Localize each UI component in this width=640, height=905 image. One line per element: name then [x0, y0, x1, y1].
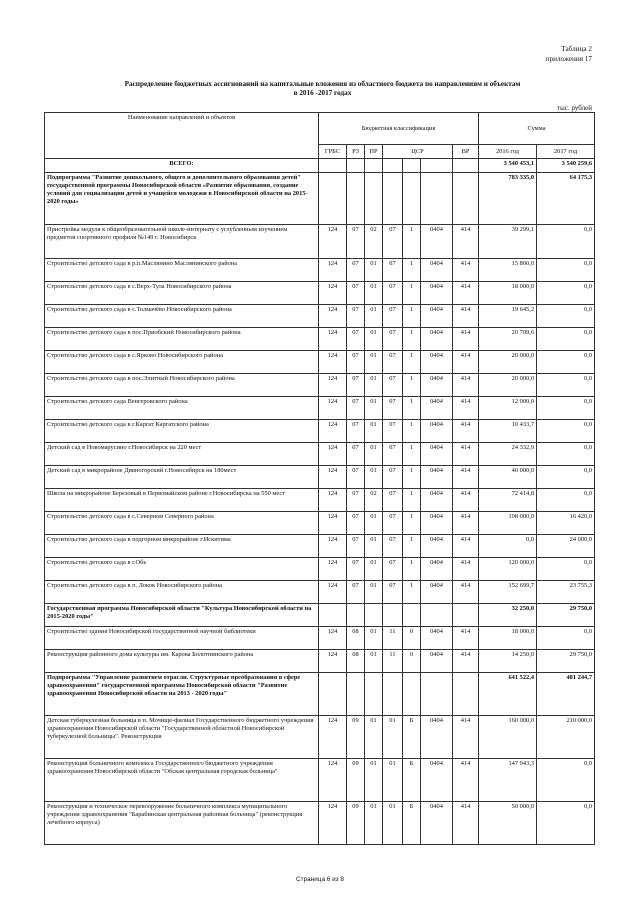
row-v2016: 3 540 453,1	[479, 159, 537, 173]
row-v2017: 0,0	[537, 397, 595, 420]
row-grbs: 124	[319, 627, 347, 650]
row-rz: 07	[347, 282, 365, 305]
row-v2017: 29 750,0	[537, 650, 595, 673]
table-row	[45, 305, 595, 328]
row-pr: 01	[365, 282, 383, 305]
row-csr-3: 0404	[421, 305, 453, 328]
row-grbs: 124	[319, 489, 347, 512]
row-v2016: 198 000,0	[479, 512, 537, 535]
row-grbs: 124	[319, 259, 347, 282]
row-csr-3: 0404	[421, 802, 453, 845]
row-csr-2: 1	[403, 328, 421, 351]
row-csr-3	[421, 673, 453, 716]
units-label: тыс. рублей	[557, 104, 592, 112]
row-csr-3: 0404	[421, 716, 453, 759]
row-v2016: 120 000,0	[479, 558, 537, 581]
row-vr	[453, 159, 479, 173]
row-name: Строительство детского сада Венгеровского района	[45, 397, 319, 420]
table-row	[45, 489, 595, 512]
row-csr-2: 1	[403, 466, 421, 489]
row-rz	[347, 173, 365, 225]
row-vr: 414	[453, 759, 479, 802]
row-pr: 02	[365, 225, 383, 259]
table-row	[45, 328, 595, 351]
row-vr: 414	[453, 802, 479, 845]
row-rz: 08	[347, 627, 365, 650]
row-rz: 09	[347, 802, 365, 845]
row-csr-2: 0	[403, 650, 421, 673]
row-rz: 07	[347, 374, 365, 397]
col-grbs-header: ГРБС	[319, 145, 347, 159]
row-name: Строительство детского сада в пос.Элитный Новосибирского района	[45, 374, 319, 397]
row-grbs: 124	[319, 397, 347, 420]
row-csr-3: 0404	[421, 351, 453, 374]
row-csr-1: 11	[383, 627, 403, 650]
row-rz: 07	[347, 225, 365, 259]
row-v2016: 24 332,9	[479, 443, 537, 466]
row-rz: 07	[347, 466, 365, 489]
row-csr-3	[421, 173, 453, 225]
row-v2016: 18 000,0	[479, 627, 537, 650]
row-grbs: 124	[319, 443, 347, 466]
row-v2016: 0,0	[479, 535, 537, 558]
row-name: Подпрограмма "Развитие дошкольного, общего и дополнительного образования детей" государственной программы Новосибирской области «Развитие образования, создание условий для социализации детей и учащейся молодежи в Новосибирской области на 2015-2020 годы»	[45, 173, 319, 225]
row-grbs: 124	[319, 581, 347, 604]
row-csr-2: 1	[403, 443, 421, 466]
row-csr-3: 0404	[421, 328, 453, 351]
row-csr-2: 0	[403, 627, 421, 650]
row-name: Строительство детского сада в подгорном микрорайоне г.Искитима	[45, 535, 319, 558]
table-row	[45, 716, 595, 759]
row-vr: 414	[453, 443, 479, 466]
row-csr-3: 0404	[421, 627, 453, 650]
row-vr: 414	[453, 535, 479, 558]
row-grbs: 124	[319, 512, 347, 535]
row-pr: 01	[365, 374, 383, 397]
row-rz: 09	[347, 716, 365, 759]
program-row	[45, 604, 595, 627]
row-csr-2: 1	[403, 535, 421, 558]
row-csr-1: 07	[383, 305, 403, 328]
row-rz: 07	[347, 397, 365, 420]
row-grbs: 124	[319, 282, 347, 305]
col-budget-class-header: Бюджетная классификация	[319, 113, 479, 145]
row-csr-1: 07	[383, 259, 403, 282]
row-pr: 01	[365, 305, 383, 328]
row-v2017: 0,0	[537, 759, 595, 802]
row-csr-2: 1	[403, 282, 421, 305]
row-v2016: 641 522,4	[479, 673, 537, 716]
row-v2017: 0,0	[537, 558, 595, 581]
row-pr: 01	[365, 759, 383, 802]
row-vr: 414	[453, 581, 479, 604]
row-v2016: 10 433,7	[479, 420, 537, 443]
row-v2017: 29 750,0	[537, 604, 595, 627]
row-pr: 01	[365, 535, 383, 558]
row-v2017: 0,0	[537, 259, 595, 282]
allocation-table	[44, 112, 595, 845]
row-vr: 414	[453, 259, 479, 282]
table-row	[45, 420, 595, 443]
row-vr	[453, 173, 479, 225]
row-rz: 07	[347, 512, 365, 535]
row-csr-3: 0404	[421, 759, 453, 802]
row-v2016: 152 699,7	[479, 581, 537, 604]
row-name: Реконструкция районного дома культуры им. Карова Болотнинского района	[45, 650, 319, 673]
row-name: Строительство детского сада в г.Обь	[45, 558, 319, 581]
row-csr-1: 07	[383, 466, 403, 489]
row-csr-3: 0404	[421, 282, 453, 305]
row-csr-1	[383, 673, 403, 716]
row-v2016: 50 000,0	[479, 802, 537, 845]
table-row	[45, 282, 595, 305]
row-csr-3: 0404	[421, 420, 453, 443]
row-csr-3: 0404	[421, 397, 453, 420]
row-pr: 01	[365, 259, 383, 282]
row-csr-2: Б	[403, 759, 421, 802]
row-grbs: 124	[319, 305, 347, 328]
row-csr-2: Б	[403, 716, 421, 759]
table-reference	[546, 44, 592, 64]
row-csr-3: 0404	[421, 535, 453, 558]
row-rz: 07	[347, 535, 365, 558]
col-vr-header: ВР	[453, 145, 479, 159]
row-rz: 07	[347, 420, 365, 443]
row-pr: 01	[365, 581, 383, 604]
row-pr: 01	[365, 397, 383, 420]
row-pr: 01	[365, 627, 383, 650]
row-name: ВСЕГО:	[45, 159, 319, 173]
row-csr-1: 07	[383, 512, 403, 535]
row-csr-3: 0404	[421, 443, 453, 466]
row-v2016: 160 000,0	[479, 716, 537, 759]
col-2016-header: 2016 год	[479, 145, 537, 159]
row-v2016: 20 000,0	[479, 351, 537, 374]
row-v2016: 32 250,0	[479, 604, 537, 627]
row-pr: 01	[365, 716, 383, 759]
row-grbs	[319, 673, 347, 716]
row-rz: 09	[347, 759, 365, 802]
row-v2016: 19 645,2	[479, 305, 537, 328]
row-rz: 07	[347, 489, 365, 512]
table-row	[45, 443, 595, 466]
col-sum-header: Сумма	[479, 113, 595, 145]
row-csr-2: 1	[403, 397, 421, 420]
row-pr: 01	[365, 351, 383, 374]
row-pr: 01	[365, 802, 383, 845]
row-v2016: 18 000,0	[479, 282, 537, 305]
row-rz: 07	[347, 581, 365, 604]
row-v2016: 20 000,0	[479, 374, 537, 397]
row-v2017: 0,0	[537, 627, 595, 650]
row-vr: 414	[453, 650, 479, 673]
row-v2017: 23 755,3	[537, 581, 595, 604]
row-grbs: 124	[319, 650, 347, 673]
row-csr-3	[421, 159, 453, 173]
row-csr-2	[403, 173, 421, 225]
row-name: Реконструкция и техническое перевооружение больничного комплекса муниципального учреждения здравоохранения "Барабинская центральная районная больница" (реконструкция лечебного корпуса)	[45, 802, 319, 845]
row-name: Строительство детского сада в г.Каргат Каргатского района	[45, 420, 319, 443]
row-csr-1: 07	[383, 328, 403, 351]
row-v2017: 0,0	[537, 328, 595, 351]
row-grbs: 124	[319, 802, 347, 845]
table-row	[45, 558, 595, 581]
row-csr-2: Б	[403, 802, 421, 845]
row-v2017: 0,0	[537, 466, 595, 489]
row-csr-2: 1	[403, 225, 421, 259]
row-csr-3: 0404	[421, 225, 453, 259]
row-pr	[365, 173, 383, 225]
row-v2016: 20 709,6	[479, 328, 537, 351]
row-v2016: 40 000,0	[479, 466, 537, 489]
title-line-2: в 2016 -2017 годах	[293, 89, 352, 97]
row-pr: 02	[365, 489, 383, 512]
row-name: Строительство детского сада в п. Локок Новосибирского района	[45, 581, 319, 604]
row-v2016: 72 414,8	[479, 489, 537, 512]
row-pr: 01	[365, 512, 383, 535]
row-csr-1: 01	[383, 716, 403, 759]
row-grbs: 124	[319, 558, 347, 581]
table-row	[45, 351, 595, 374]
row-vr: 414	[453, 716, 479, 759]
row-pr: 01	[365, 420, 383, 443]
program-row	[45, 673, 595, 716]
row-csr-3: 0404	[421, 259, 453, 282]
row-vr	[453, 604, 479, 627]
row-csr-1: 07	[383, 535, 403, 558]
row-csr-1: 07	[383, 397, 403, 420]
row-name: Строительство детского сада в с.Ярково Новосибирского района	[45, 351, 319, 374]
row-csr-2: 1	[403, 581, 421, 604]
col-2017-header: 2017 год	[537, 145, 595, 159]
row-csr-3: 0404	[421, 558, 453, 581]
row-name: Детская туберкулезная больница в п. Мочище-филиал Государственного бюджетного учреждения здравоохранения Новосибирской области "Государственной областной Новосибирской туберкулезной больницы". Реконструкция	[45, 716, 319, 759]
row-pr: 01	[365, 558, 383, 581]
row-csr-3	[421, 604, 453, 627]
row-rz: 07	[347, 351, 365, 374]
row-v2016: 14 250,0	[479, 650, 537, 673]
row-csr-1: 07	[383, 282, 403, 305]
row-csr-3: 0404	[421, 374, 453, 397]
row-csr-1: 07	[383, 420, 403, 443]
row-vr: 414	[453, 627, 479, 650]
total-row	[45, 159, 595, 173]
appendix-number: приложения 17	[545, 55, 592, 63]
title-line-1: Распределение бюджетных ассигнований на капитальные вложения из областного бюджета по направлениям и объектам	[124, 80, 521, 88]
row-csr-1	[383, 159, 403, 173]
table-row	[45, 259, 595, 282]
row-vr	[453, 673, 479, 716]
row-grbs: 124	[319, 535, 347, 558]
row-pr: 01	[365, 466, 383, 489]
table-row	[45, 802, 595, 845]
row-rz: 07	[347, 558, 365, 581]
row-rz	[347, 673, 365, 716]
row-v2017: 481 244,7	[537, 673, 595, 716]
row-csr-1	[383, 173, 403, 225]
row-rz: 07	[347, 305, 365, 328]
document-title	[50, 80, 595, 98]
row-csr-1: 07	[383, 443, 403, 466]
row-rz	[347, 604, 365, 627]
row-vr: 414	[453, 489, 479, 512]
row-v2017: 0,0	[537, 489, 595, 512]
row-csr-1: 11	[383, 650, 403, 673]
row-grbs: 124	[319, 759, 347, 802]
table-number: Таблица 2	[561, 45, 592, 53]
row-v2017: 24 000,0	[537, 535, 595, 558]
row-grbs: 124	[319, 328, 347, 351]
table-row	[45, 466, 595, 489]
row-v2017: 0,0	[537, 420, 595, 443]
row-csr-2: 1	[403, 305, 421, 328]
row-csr-2: 1	[403, 558, 421, 581]
row-pr	[365, 604, 383, 627]
table-row	[45, 581, 595, 604]
row-csr-2: 1	[403, 512, 421, 535]
table-row	[45, 650, 595, 673]
row-vr: 414	[453, 328, 479, 351]
row-v2017: 0,0	[537, 225, 595, 259]
row-v2016: 783 335,0	[479, 173, 537, 225]
row-name: Строительство детского сада в р.п.Маслянино Маслянинского района	[45, 259, 319, 282]
program-row	[45, 173, 595, 225]
row-name: Реконструкция больничного комплекса Государственного бюджетного учреждения здравоохранения Новосибирской области "Обская центральная городская больница"	[45, 759, 319, 802]
row-grbs	[319, 604, 347, 627]
row-vr: 414	[453, 512, 479, 535]
table-row	[45, 397, 595, 420]
row-csr-1: 07	[383, 351, 403, 374]
row-grbs: 124	[319, 374, 347, 397]
row-pr	[365, 673, 383, 716]
header-row-1	[45, 113, 595, 145]
row-csr-1: 07	[383, 225, 403, 259]
row-name: Школа на микрорайоне Березовый в Первомайском районе г.Новосибирска на 550 мест	[45, 489, 319, 512]
row-name: Строительство детского сада в с.Северном Северного района	[45, 512, 319, 535]
row-v2017: 0,0	[537, 351, 595, 374]
row-name: Государственная программа Новосибирской области "Культура Новосибирской области на 2015-2020 годы"	[45, 604, 319, 627]
row-grbs	[319, 159, 347, 173]
row-csr-2: 1	[403, 489, 421, 512]
row-csr-2: 1	[403, 420, 421, 443]
col-csr-header: ЦСР	[383, 145, 453, 159]
row-csr-3: 0404	[421, 512, 453, 535]
row-name: Детский сад в Новомарусино г.Новосибирск на 220 мест	[45, 443, 319, 466]
row-v2017: 3 540 259,6	[537, 159, 595, 173]
table-row	[45, 759, 595, 802]
row-grbs	[319, 173, 347, 225]
row-csr-3: 0404	[421, 581, 453, 604]
row-csr-1: 01	[383, 759, 403, 802]
table-row	[45, 512, 595, 535]
row-csr-2: 1	[403, 259, 421, 282]
col-pr-header: ПР	[365, 145, 383, 159]
row-name: Строительство детского сада в с.Толмачёво Новосибирского района	[45, 305, 319, 328]
row-csr-2	[403, 673, 421, 716]
row-vr: 414	[453, 397, 479, 420]
row-csr-1: 07	[383, 489, 403, 512]
row-csr-1: 01	[383, 802, 403, 845]
row-rz: 07	[347, 443, 365, 466]
row-name: Подпрограмма "Управление развитием отрасли. Структурные преобразования в сфере здравоохранения" государственной программы Новосибирской области "Развитие здравоохранения Новосибирской области на 2013 - 2020 годы"	[45, 673, 319, 716]
table-row	[45, 535, 595, 558]
row-v2017: 0,0	[537, 443, 595, 466]
row-csr-1: 07	[383, 581, 403, 604]
table-row	[45, 225, 595, 259]
row-csr-2	[403, 159, 421, 173]
row-grbs: 124	[319, 351, 347, 374]
row-v2016: 15 800,0	[479, 259, 537, 282]
row-grbs: 124	[319, 225, 347, 259]
row-grbs: 124	[319, 420, 347, 443]
row-csr-1	[383, 604, 403, 627]
row-csr-1: 07	[383, 558, 403, 581]
row-rz: 08	[347, 650, 365, 673]
row-grbs: 124	[319, 466, 347, 489]
col-rz-header: РЗ	[347, 145, 365, 159]
col-name-header: Наименование направлений и объектов	[45, 113, 319, 159]
row-v2017: 0,0	[537, 282, 595, 305]
row-pr	[365, 159, 383, 173]
row-name: Детский сад в микрорайоне Дивногорский г.Новосибирск на 180мест	[45, 466, 319, 489]
row-csr-2: 1	[403, 351, 421, 374]
row-csr-2: 1	[403, 374, 421, 397]
row-v2016: 147 943,3	[479, 759, 537, 802]
row-vr: 414	[453, 558, 479, 581]
page-number: Страница 6 из 8	[296, 876, 344, 883]
row-v2017: 0,0	[537, 802, 595, 845]
row-v2017: 16 420,0	[537, 512, 595, 535]
row-vr: 414	[453, 225, 479, 259]
row-csr-2	[403, 604, 421, 627]
row-name: Строительство здания Новосибирской государственной научной библиотеки	[45, 627, 319, 650]
row-vr: 414	[453, 282, 479, 305]
table-row	[45, 374, 595, 397]
row-name: Пристройка модуля к общеобразовательной школе-интернату с углубленным изучением предметов спортивного профиля №149 г. Новосибирск	[45, 225, 319, 259]
row-vr: 414	[453, 374, 479, 397]
row-pr: 01	[365, 328, 383, 351]
row-pr: 01	[365, 650, 383, 673]
row-name: Строительство детского сада в с.Верх-Тула Новосибирского района	[45, 282, 319, 305]
row-pr: 01	[365, 443, 383, 466]
row-rz: 07	[347, 328, 365, 351]
row-v2017: 64 175,3	[537, 173, 595, 225]
row-csr-1: 07	[383, 374, 403, 397]
row-v2016: 12 000,0	[479, 397, 537, 420]
table-row	[45, 627, 595, 650]
row-csr-3: 0404	[421, 466, 453, 489]
row-v2017: 0,0	[537, 305, 595, 328]
row-csr-3: 0404	[421, 650, 453, 673]
row-v2017: 210 000,0	[537, 716, 595, 759]
row-vr: 414	[453, 305, 479, 328]
row-rz	[347, 159, 365, 173]
row-v2016: 39 299,1	[479, 225, 537, 259]
row-csr-3: 0404	[421, 489, 453, 512]
row-name: Строительство детского сада в пос.Приобский Новосибирского района	[45, 328, 319, 351]
row-grbs: 124	[319, 716, 347, 759]
row-rz: 07	[347, 259, 365, 282]
row-vr: 414	[453, 420, 479, 443]
row-vr: 414	[453, 351, 479, 374]
row-vr: 414	[453, 466, 479, 489]
row-v2017: 0,0	[537, 374, 595, 397]
